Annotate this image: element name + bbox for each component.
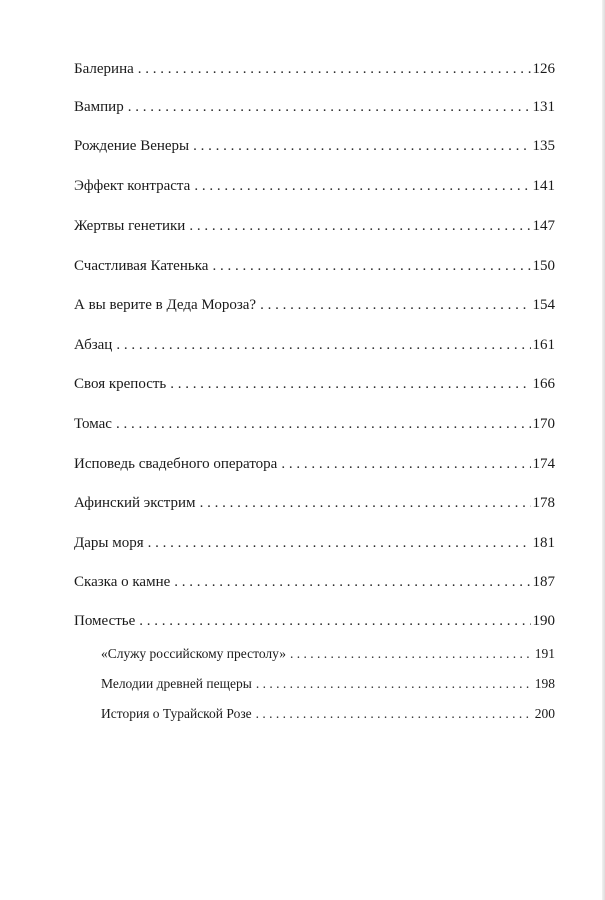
toc-entry-title: Счастливая Катенька xyxy=(74,258,209,274)
toc-entry-title: Рождение Венеры xyxy=(74,138,190,154)
toc-leader-dots xyxy=(194,177,530,195)
toc-subentry[interactable] xyxy=(101,675,555,693)
toc-leader-dots xyxy=(193,137,530,155)
toc-entry[interactable] xyxy=(74,612,555,630)
toc-leader-dots xyxy=(174,573,530,591)
toc-subentry-page: 200 xyxy=(534,706,555,721)
toc-leader-dots xyxy=(138,60,531,78)
toc-entry-title: Абзац xyxy=(74,337,113,353)
toc-entry[interactable] xyxy=(74,257,555,275)
toc-entry-page: 126 xyxy=(532,61,555,77)
toc-entry-title: А вы верите в Деда Мороза? xyxy=(74,297,257,313)
toc-leader-dots xyxy=(256,705,533,723)
toc-entry-page: 135 xyxy=(532,138,555,154)
toc-leader-dots xyxy=(148,534,531,552)
toc-entry[interactable] xyxy=(74,177,555,195)
toc-entry-page: 178 xyxy=(532,495,555,511)
toc-entry[interactable] xyxy=(74,336,555,354)
toc-entry[interactable] xyxy=(74,137,555,155)
toc-entry-title: Эффект контраста xyxy=(74,178,191,194)
toc-entry-title: Балерина xyxy=(74,61,134,77)
toc-entry-page: 141 xyxy=(532,178,555,194)
toc-entry-title: Томас xyxy=(74,416,112,432)
toc-subentry[interactable] xyxy=(101,645,555,663)
toc-subentry-title: История о Турайской Розе xyxy=(101,706,252,721)
toc-leader-dots xyxy=(256,675,533,693)
toc-entry[interactable] xyxy=(74,296,555,314)
toc-leader-dots xyxy=(212,257,530,275)
toc-entry[interactable] xyxy=(74,534,555,552)
toc-entry-page: 131 xyxy=(532,99,555,115)
toc-leader-dots xyxy=(128,98,531,116)
toc-entry-title: Афинский экстрим xyxy=(74,495,196,511)
toc-entry[interactable] xyxy=(74,573,555,591)
toc-entry[interactable] xyxy=(74,375,555,393)
toc-entry-title: Поместье xyxy=(74,613,136,629)
toc-leader-dots xyxy=(260,296,530,314)
toc-subentry-page: 198 xyxy=(534,676,555,691)
toc-entry-page: 170 xyxy=(532,416,555,432)
toc-leader-dots xyxy=(116,415,531,433)
toc-entry[interactable] xyxy=(74,494,555,512)
toc-entry-page: 161 xyxy=(532,337,555,353)
toc-entry-page: 187 xyxy=(532,574,555,590)
toc-entry-page: 150 xyxy=(532,258,555,274)
toc-entry[interactable] xyxy=(74,415,555,433)
toc-entry-title: Своя крепость xyxy=(74,376,167,392)
toc-entry-page: 190 xyxy=(532,613,555,629)
toc-entry-title: Сказка о камне xyxy=(74,574,171,590)
toc-leader-dots xyxy=(189,217,530,235)
toc-leader-dots xyxy=(290,645,533,663)
toc-entry-title: Вампир xyxy=(74,99,124,115)
toc-entry-title: Исповедь свадебного оператора xyxy=(74,456,278,472)
toc-entry-page: 174 xyxy=(532,456,555,472)
toc-subentry-page: 191 xyxy=(534,646,555,661)
toc-leader-dots xyxy=(281,455,530,473)
toc-subentry-title: «Служу российскому престолу» xyxy=(101,646,286,661)
toc-leader-dots xyxy=(170,375,530,393)
toc-subentry[interactable] xyxy=(101,705,555,723)
toc-entry[interactable] xyxy=(74,60,555,78)
toc-entry-page: 154 xyxy=(532,297,555,313)
toc-entry[interactable] xyxy=(74,455,555,473)
toc-entry-title: Жертвы генетики xyxy=(74,218,186,234)
toc-entry-page: 181 xyxy=(532,535,555,551)
toc-entry[interactable] xyxy=(74,217,555,235)
toc-leader-dots xyxy=(116,336,530,354)
toc-subentry-title: Мелодии древней пещеры xyxy=(101,676,252,691)
toc-leader-dots xyxy=(139,612,530,630)
toc-entry-page: 166 xyxy=(532,376,555,392)
toc-leader-dots xyxy=(200,494,531,512)
toc-entry[interactable] xyxy=(74,98,555,116)
toc-entry-page: 147 xyxy=(532,218,555,234)
toc-entry-title: Дары моря xyxy=(74,535,144,551)
